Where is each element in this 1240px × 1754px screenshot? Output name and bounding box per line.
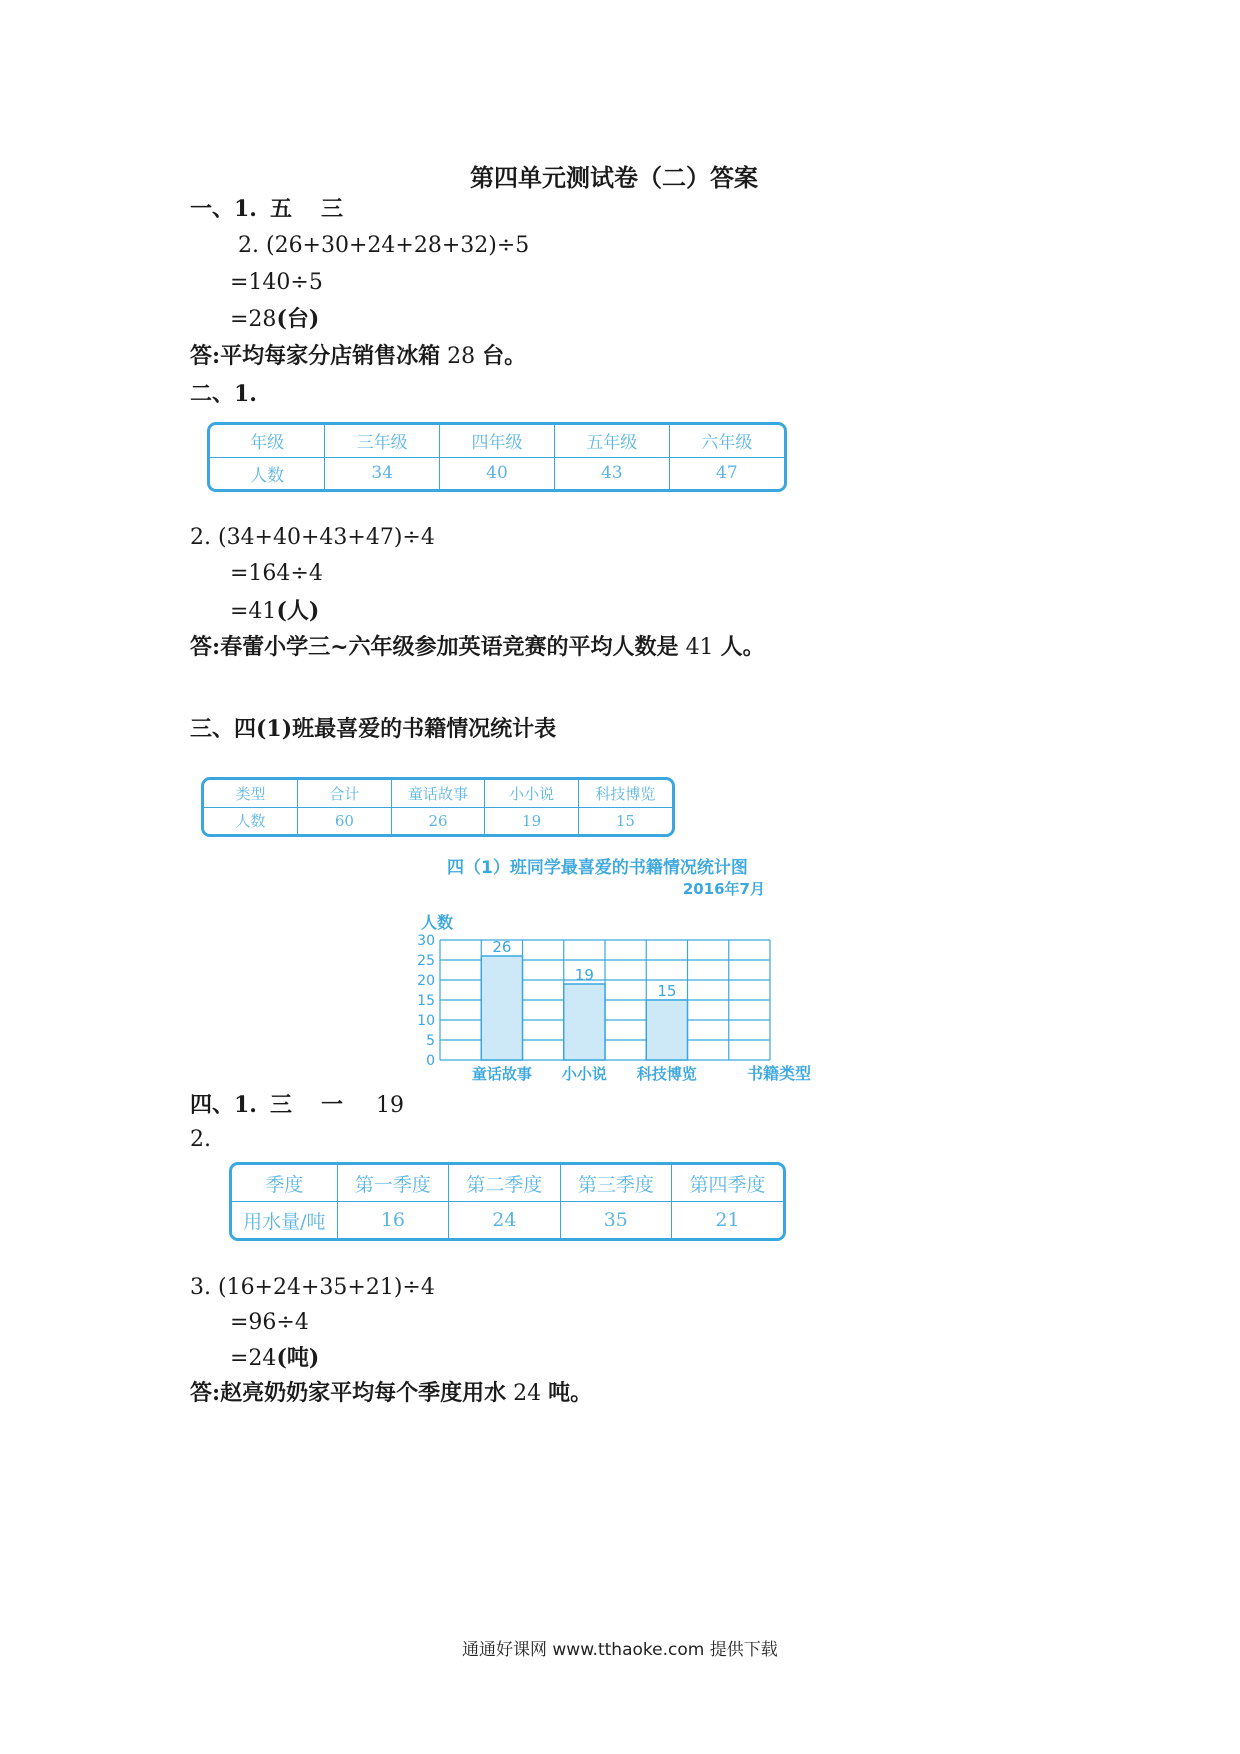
s4-unit: (吨) (276, 1345, 320, 1371)
book-row-cell: 15 (615, 811, 635, 830)
s1-result: =28 (230, 307, 277, 332)
water-header-cell: 第三季度 (560, 1165, 671, 1202)
s1-line-4 (230, 308, 319, 331)
chart-x-ticks (472, 1065, 697, 1083)
bar-value-label: 26 (492, 938, 512, 956)
y-tick-label: 0 (426, 1053, 435, 1069)
book-row-cell: 19 (485, 807, 579, 834)
s1-answer-tail: 台。 (482, 343, 527, 369)
chart-y-label: 人数 (421, 913, 454, 932)
book-header-cell: 类型 (204, 780, 298, 807)
s4-line-1 (190, 1094, 404, 1117)
book-row-cell: 60 (298, 807, 392, 834)
bar (646, 1000, 687, 1060)
water-table (229, 1162, 786, 1241)
s2-result: =41 (230, 599, 277, 624)
grade-header-cell: 四年级 (440, 425, 555, 457)
s1-prefix: 一、1. (190, 196, 257, 222)
page-title: 第四单元测试卷（二）答案 (470, 163, 758, 192)
y-tick-label: 20 (417, 973, 435, 989)
s1-answer-number: 28 (447, 344, 476, 369)
s2-answer-number: 41 (685, 635, 714, 660)
grade-row-cell: 40 (440, 457, 555, 489)
s4-answer (190, 1382, 592, 1405)
x-tick-label: 科技博览 (636, 1065, 697, 1083)
s1-line-3: =140÷5 (230, 270, 323, 295)
s4-answer-b: 一 (320, 1092, 343, 1118)
grade-header-cell: 三年级 (325, 425, 440, 457)
book-row-cell: 人数 (204, 807, 298, 834)
water-header-cell: 季度 (232, 1165, 337, 1202)
water-header-cell: 第一季度 (337, 1165, 448, 1202)
chart-subtitle: 2016年7月 (682, 880, 765, 898)
bar (564, 984, 605, 1060)
book-header-cell: 合计 (298, 780, 392, 807)
s4-line-5 (230, 1347, 319, 1370)
chart-y-ticks (417, 933, 435, 1069)
water-row-cell: 用水量/吨 (232, 1202, 337, 1239)
grade-header-cell: 年级 (210, 425, 325, 457)
s1-unit: (台) (276, 306, 320, 332)
s2-line-2: 2. (34+40+43+47)÷4 (190, 525, 435, 550)
y-tick-label: 25 (417, 953, 435, 969)
s1-line-2: 2. (26+30+24+28+32)÷5 (238, 233, 530, 258)
s4-line-3: 3. (16+24+35+21)÷4 (190, 1275, 435, 1300)
s2-answer (190, 636, 765, 659)
book-header-cell: 小小说 (485, 780, 579, 807)
book-bar-chart (400, 850, 840, 1090)
s1-answer-b: 三 (320, 196, 343, 222)
y-tick-label: 30 (417, 933, 435, 949)
s4-answer-a: 三 (269, 1092, 292, 1118)
water-row-cell: 24 (449, 1202, 560, 1239)
water-row-cell: 21 (715, 1209, 740, 1231)
s2-heading: 二、1. (190, 381, 257, 407)
s4-line-4: =96÷4 (230, 1310, 309, 1335)
s4-answer-tail: 吨。 (548, 1380, 593, 1406)
chart-bars (481, 938, 687, 1060)
y-tick-label: 10 (417, 1013, 435, 1029)
grade-header-cell: 五年级 (554, 425, 669, 457)
s4-answer-label: 答:赵亮奶奶家平均每个季度用水 (190, 1380, 507, 1406)
grade-row-cell: 43 (554, 457, 669, 489)
s1-answer (190, 345, 526, 368)
s2-line-3: =164÷4 (230, 561, 323, 586)
s2-unit: (人) (276, 598, 320, 624)
x-tick-label: 小小说 (561, 1065, 607, 1083)
bar (481, 956, 522, 1060)
s1-answer-a: 五 (269, 196, 292, 222)
footer-text: 通通好课网 www.tthaoke.com 提供下载 (462, 1640, 778, 1660)
s4-answer-number: 24 (513, 1381, 542, 1406)
water-header-cell: 第二季度 (449, 1165, 560, 1202)
s4-line-2: 2. (190, 1127, 211, 1152)
s4-prefix: 四、1. (190, 1092, 257, 1118)
book-header-cell: 童话故事 (391, 780, 485, 807)
book-header-cell: 科技博览 (578, 780, 672, 807)
grade-table (207, 422, 787, 492)
s1-answer-label: 答:平均每家分店销售冰箱 (190, 343, 441, 369)
chart-x-label: 书籍类型 (746, 1064, 812, 1083)
s3-heading: 三、四(1)班最喜爱的书籍情况统计表 (190, 716, 557, 742)
grade-header-cell: 六年级 (669, 425, 784, 457)
grade-row-cell: 47 (716, 463, 738, 484)
water-row-cell: 35 (560, 1202, 671, 1239)
water-row-cell: 16 (337, 1202, 448, 1239)
bar-value-label: 19 (574, 966, 594, 984)
grade-row-cell: 人数 (210, 457, 325, 489)
s2-line-4 (230, 600, 319, 623)
book-table (201, 777, 675, 837)
y-tick-label: 5 (426, 1033, 435, 1049)
book-row-cell: 26 (391, 807, 485, 834)
bar-value-label: 15 (657, 982, 677, 1000)
s2-answer-tail: 人。 (720, 634, 765, 660)
water-header-cell: 第四季度 (672, 1165, 783, 1202)
x-tick-label: 童话故事 (471, 1065, 532, 1083)
grade-row-cell: 34 (325, 457, 440, 489)
s1-line-1 (190, 198, 343, 221)
s4-result: =24 (230, 1346, 277, 1371)
chart-title: 四（1）班同学最喜爱的书籍情况统计图 (447, 858, 748, 878)
s4-answer-c: 19 (376, 1093, 404, 1118)
s2-answer-label: 答:春蕾小学三~六年级参加英语竞赛的平均人数是 (190, 634, 679, 660)
y-tick-label: 15 (417, 993, 435, 1009)
